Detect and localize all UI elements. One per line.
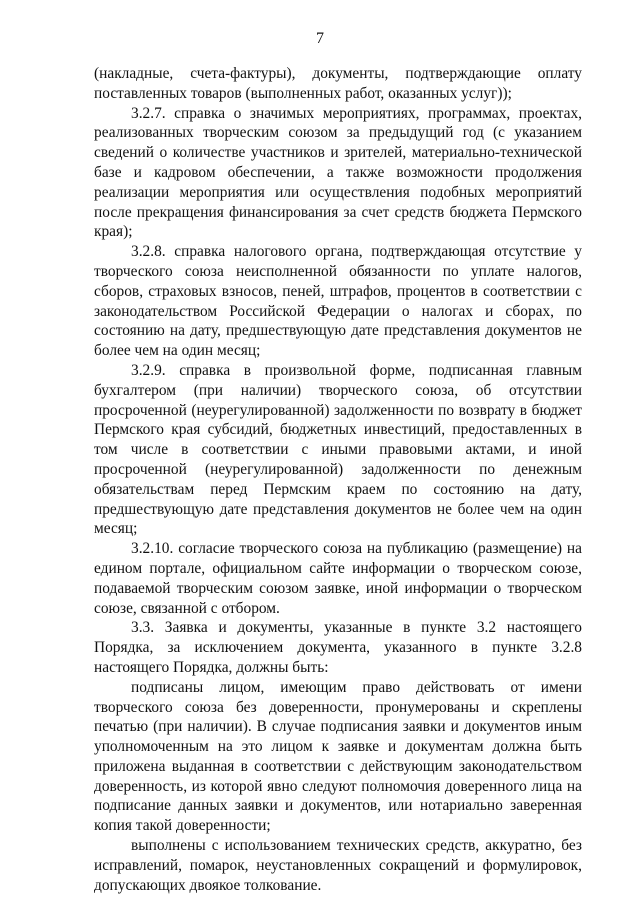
document-body <box>94 64 582 895</box>
page-number: 7 <box>316 30 324 47</box>
paragraph-3-2-10: 3.2.10. согласие творческого союза на публикацию (размещение) на едином портале, официальном сайте информации о творческом союзе, подаваемой творческим союзом заявке, иной информации о творческом союзе, связанной с отбором. <box>94 540 582 617</box>
paragraph-signed-requirement: подписаны лицом, имеющим право действовать от имени творческого союза без доверенности, пронумерованы и скреплены печатью (при наличии). В случае подписания заявки и документов иным уполномоченным на это лицом к заявке и документам должна быть приложена выданная в соответствии с действующим законодательством доверенность, из которой явно следуют полномочия доверенного лица на подписание данных заявки и документов, или нотариально заверенная копия такой доверенности; <box>94 678 582 835</box>
paragraph-3-2-8: 3.2.8. справка налогового органа, подтверждающая отсутствие у творческого союза неисполненной обязанности по уплате налогов, сборов, страховых взносов, пеней, штрафов, процентов в соответствии с законодательством Российской Федерации о налогах и сборах, по состоянию на дату, предшествующую дате представления документов не более чем на один месяц; <box>94 243 582 360</box>
paragraph-3-2-9: 3.2.9. справка в произвольной форме, подписанная главным бухгалтером (при наличии) творческого союза, об отсутствии просроченной (неурегулированной) задолженности по возврату в бюджет Пермского края субсидий, бюджетных инвестиций, предоставленных в том числе в соответствии с иными правовыми актами, и иной просроченной (неурегулированной) задолженности по денежным обязательствам перед Пермским краем по состоянию на дату, предшествующую дате представления документов не более чем на один месяц; <box>94 361 582 538</box>
paragraph-3-3: 3.3. Заявка и документы, указанные в пункте 3.2 настоящего Порядка, за исключением документа, указанного в пункте 3.2.8 настоящего Порядка, должны быть: <box>94 619 582 676</box>
paragraph-3-2-7: 3.2.7. справка о значимых мероприятиях, программах, проектах, реализованных творческим союзом за предыдущий год (с указанием сведений о количестве участников и зрителей, материально-технической базе и кадровом обеспечении, а также возможности продолжения реализации мероприятия или осуществления подобных мероприятий после прекращения финансирования за счет средств бюджета Пермского края); <box>94 104 582 241</box>
paragraph-executed-requirement: выполнены с использованием технических средств, аккуратно, без исправлений, помарок, неустановленных сокращений и формулировок, допускающих двоякое толкование. <box>94 837 582 894</box>
paragraph-continuation: (накладные, счета-фактуры), документы, подтверждающие оплату поставленных товаров (выполненных работ, оказанных услуг)); <box>94 65 582 102</box>
